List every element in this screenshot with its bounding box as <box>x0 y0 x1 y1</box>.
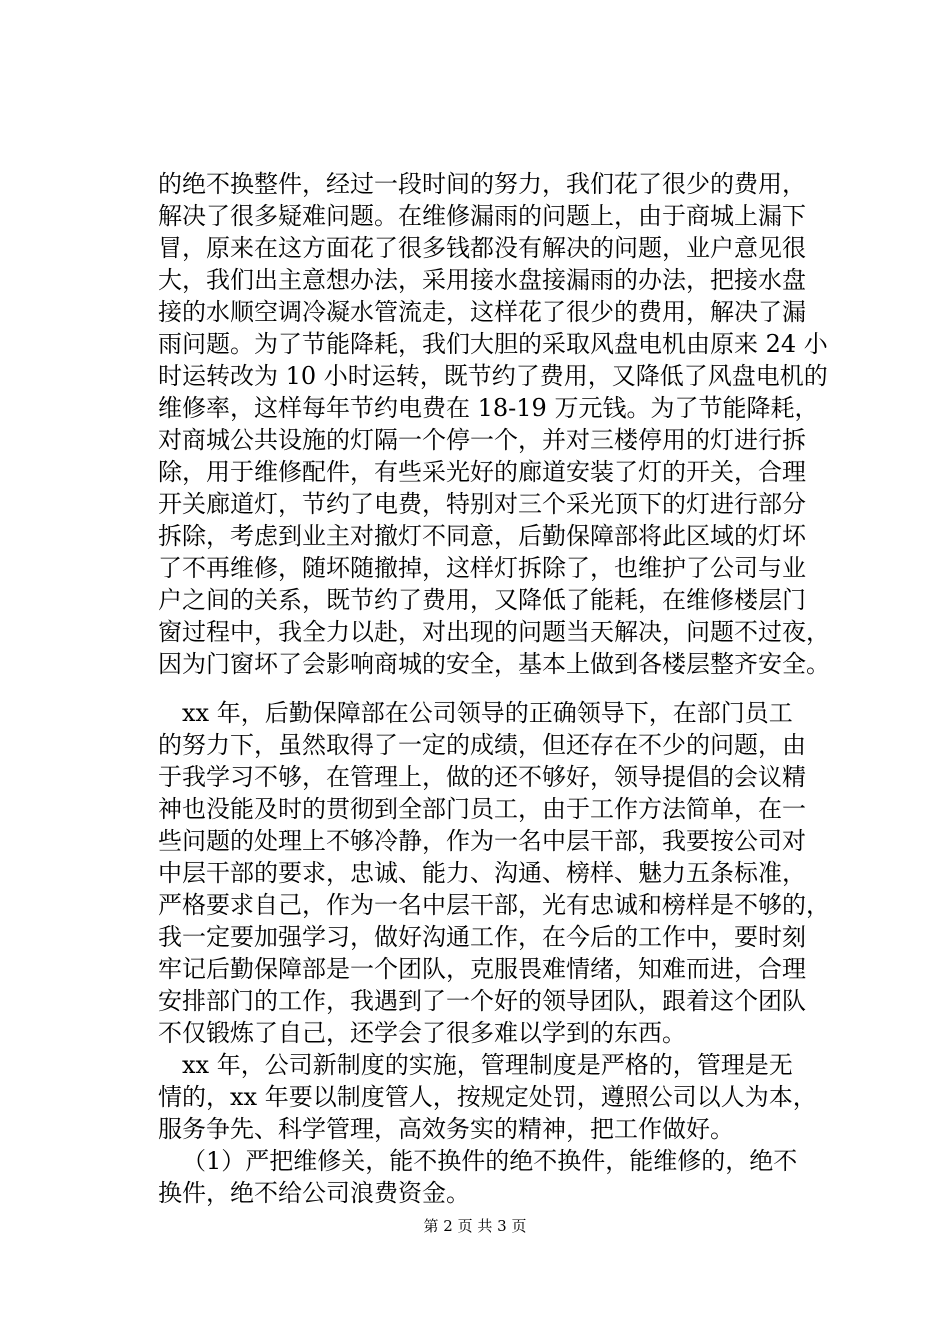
text-line: 开关廊道灯，节约了电费，特别对三个采光顶下的灯进行部分 <box>158 490 806 518</box>
text-line: 牢记后勤保障部是一个团队，克服畏难情绪，知难而进，合理 <box>158 955 806 983</box>
text-line: 除，用于维修配件，有些采光好的廊道安装了灯的开关，合理 <box>158 458 806 486</box>
text-line: 解决了很多疑难问题。在维修漏雨的问题上，由于商城上漏下 <box>158 202 806 230</box>
text-line: 情的，xx 年要以制度管人，按规定处罚，遵照公司以人为本， <box>158 1083 817 1111</box>
text-line: 于我学习不够，在管理上，做的还不够好，领导提倡的会议精 <box>158 763 806 791</box>
text-line: 雨问题。为了节能降耗，我们大胆的采取风盘电机由原来 24 小 <box>158 330 828 358</box>
text-line: 维修率，这样每年节约电费在 18-19 万元钱。为了节能降耗， <box>158 394 819 422</box>
text-line: 拆除，考虑到业主对撤灯不同意，后勤保障部将此区域的灯坏 <box>158 522 806 550</box>
paragraph-first-line: xx 年，公司新制度的实施，管理制度是严格的，管理是无 <box>182 1051 793 1079</box>
text-line: 大，我们出主意想办法，采用接水盘接漏雨的办法，把接水盘 <box>158 266 806 294</box>
text-line: 时运转改为 10 小时运转，既节约了费用，又降低了风盘电机的 <box>158 362 828 390</box>
text-line: 因为门窗坏了会影响商城的安全，基本上做到各楼层整齐安全。 <box>158 650 830 678</box>
text-line: 接的水顺空调冷凝水管流走，这样花了很少的费用，解决了漏 <box>158 298 806 326</box>
text-line: 换件，绝不给公司浪费资金。 <box>158 1179 470 1207</box>
text-line: 冒，原来在这方面花了很多钱都没有解决的问题，业户意见很 <box>158 234 806 262</box>
text-line: 户之间的关系，既节约了费用，又降低了能耗，在维修楼层门 <box>158 586 806 614</box>
text-line: 不仅锻炼了自己，还学会了很多难以学到的东西。 <box>158 1019 686 1047</box>
text-line: 安排部门的工作，我遇到了一个好的领导团队，跟着这个团队 <box>158 987 806 1015</box>
text-line: 服务争先、科学管理，高效务实的精神，把工作做好。 <box>158 1115 734 1143</box>
text-line: 的努力下，虽然取得了一定的成绩，但还存在不少的问题，由 <box>158 731 806 759</box>
text-line: 了不再维修，随坏随撤掉，这样灯拆除了，也维护了公司与业 <box>158 554 806 582</box>
text-line: 中层干部的要求，忠诚、能力、沟通、榜样、魅力五条标准， <box>158 859 806 887</box>
text-line: 我一定要加强学习，做好沟通工作，在今后的工作中，要时刻 <box>158 923 806 951</box>
page-number-footer: 第 2 页 共 3 页 <box>423 1217 527 1235</box>
text-line: 神也没能及时的贯彻到全部门员工，由于工作方法简单，在一 <box>158 795 806 823</box>
paragraph-first-line: xx 年，后勤保障部在公司领导的正确领导下，在部门员工 <box>182 699 793 727</box>
text-line: 严格要求自己，作为一名中层干部，光有忠诚和榜样是不够的， <box>158 891 830 919</box>
text-line: 对商城公共设施的灯隔一个停一个，并对三楼停用的灯进行拆 <box>158 426 806 454</box>
text-line: 的绝不换整件，经过一段时间的努力，我们花了很少的费用， <box>158 170 806 198</box>
text-line: 些问题的处理上不够冷静，作为一名中层干部，我要按公司对 <box>158 827 806 855</box>
list-item-first-line: （1）严把维修关，能不换件的绝不换件，能维修的，绝不 <box>182 1147 798 1175</box>
text-line: 窗过程中，我全力以赴，对出现的问题当天解决，问题不过夜， <box>158 618 830 646</box>
